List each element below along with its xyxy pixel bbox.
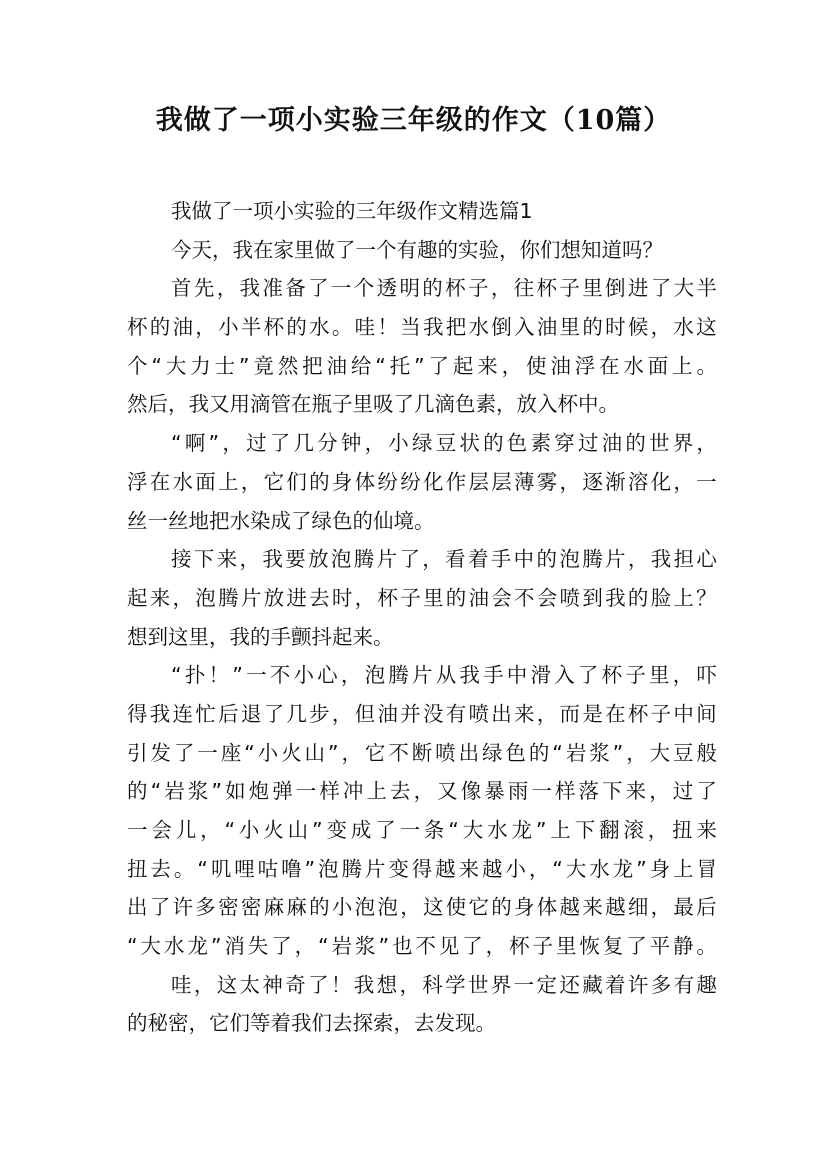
text-line: 我做了一项小实验的三年级作文精选篇1	[171, 199, 533, 223]
text-line: 引 发 了 一 座 “ 小 火 山 ” ， 它 不 断 喷 出 绿 色 的 “ 岩 浆 ” ， 大 豆 般	[127, 740, 717, 765]
text-line: “ 大 水 龙 ” 消 失 了 ， “ 岩 浆 ” 也 不 见 了 ， 杯 子 里 恢 复 了 平 静 。	[127, 934, 717, 959]
text-line: 浮 在 水 面 上 ， 它 们 的 身 体 纷 纷 化 作 层 层 薄 雾 ， 逐 渐 溶 化 ， 一	[127, 469, 717, 494]
text-line: 一 会 儿 ， “ 小 火 山 ” 变 成 了 一 条 “ 大 水 龙 ” 上 下 翻 滚 ， 扭 来	[127, 818, 717, 842]
text-line: 的秘密，它们等着我们去探索，去发现。	[127, 1011, 496, 1036]
text-line: 扭 去 。 “ 叽 哩 咕 噜 ” 泡 腾 片 变 得 越 来 越 小 ， “ 大 水 龙 ” 身 上 冒	[127, 856, 717, 881]
text-line: 杯 的 油 ， 小 半 杯 的 水 。 哇 ！ 当 我 把 水 倒 入 油 里 的 时 候 ， 水 这	[127, 315, 717, 340]
text-line: 出 了 许 多 密 密 麻 麻 的 小 泡 泡 ， 这 使 它 的 身 体 越 来 越 细 ， 最 后	[127, 895, 717, 920]
text-line: 哇 ， 这 太 神 奇 了 ！ 我 想 ， 科 学 世 界 一 定 还 藏 着 许 多 有 趣	[171, 972, 717, 997]
document-title: 我做了一项小实验三年级的作文（10篇）	[155, 105, 672, 136]
text-line: 首 先 ， 我 准 备 了 一 个 透 明 的 杯 子 ， 往 杯 子 里 倒 进 了 大 半	[171, 276, 717, 301]
text-line: 个 “ 大 力 士 ” 竟 然 把 油 给 “ 托 ” 了 起 来 ， 使 油 浮 在 水 面 上 。	[127, 353, 717, 378]
text-line: 的 “ 岩 浆 ” 如 炮 弹 一 样 冲 上 去 ， 又 像 暴 雨 一 样 落 下 来 ， 过 了	[127, 779, 717, 804]
document-body	[127, 192, 717, 1043]
text-line: 想到这里，我的手颤抖起来。	[127, 624, 394, 649]
text-line: 今天，我在家里做了一个有趣的实验，你们想知道吗？	[171, 237, 663, 262]
text-line: 得 我 连 忙 后 退 了 几 步 ， 但 油 并 没 有 喷 出 来 ， 而 是 在 杯 子 中 间	[127, 701, 717, 726]
text-line: 然后，我又用滴管在瓶子里吸了几滴色素，放入杯中。	[127, 392, 619, 417]
text-line: “ 扑 ！ ” 一 不 小 心 ， 泡 腾 片 从 我 手 中 滑 入 了 杯 子 里 ， 吓	[171, 663, 717, 688]
text-line: 起 来 ， 泡 腾 片 放 进 去 时 ， 杯 子 里 的 油 会 不 会 喷 到 我 的 脸 上 ？	[127, 585, 717, 610]
text-line: 接 下 来 ， 我 要 放 泡 腾 片 了 ， 看 着 手 中 的 泡 腾 片 ， 我 担 心	[171, 547, 717, 572]
text-line: “ 啊 ” ， 过 了 几 分 钟 ， 小 绿 豆 状 的 色 素 穿 过 油 的 世 界 ，	[171, 431, 717, 456]
text-line: 丝一丝地把水染成了绿色的仙境。	[127, 508, 435, 533]
